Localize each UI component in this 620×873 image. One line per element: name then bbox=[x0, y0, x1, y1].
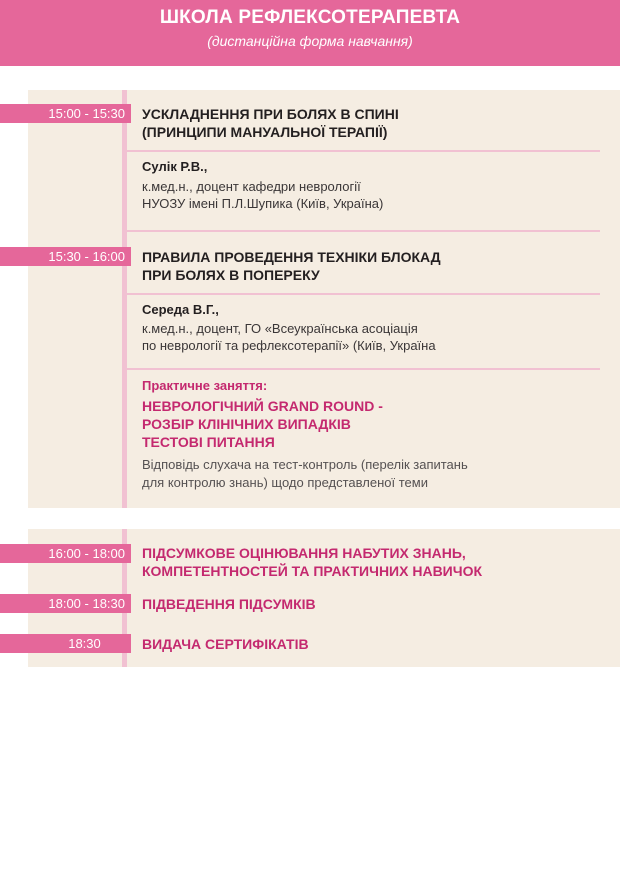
topic-line: ПРАВИЛА ПРОВЕДЕННЯ ТЕХНІКИ БЛОКАД bbox=[142, 249, 441, 265]
separator bbox=[127, 150, 600, 152]
page-title: ШКОЛА РЕФЛЕКСОТЕРАПЕВТА bbox=[159, 7, 461, 28]
page-header bbox=[0, 0, 620, 66]
separator bbox=[127, 368, 600, 370]
topic-line: ПІДСУМКОВЕ ОЦІНЮВАННЯ НАБУТИХ ЗНАНЬ, bbox=[142, 545, 466, 561]
detail-line: к.мед.н., доцент, ГО «Всеукраїнська асоціація bbox=[142, 321, 418, 336]
speaker-name: Сулік Р.В., bbox=[142, 159, 208, 174]
detail-line: НУОЗУ імені П.Л.Шупика (Київ, Україна) bbox=[142, 196, 384, 211]
timeline-divider bbox=[122, 90, 127, 508]
session-time: 15:00 - 15:30 bbox=[0, 104, 131, 123]
session-topic bbox=[142, 544, 482, 580]
detail-line: к.мед.н., доцент кафедри неврології bbox=[142, 179, 361, 194]
topic-line: УСКЛАДНЕННЯ ПРИ БОЛЯХ В СПИНІ bbox=[142, 106, 399, 122]
topic-line: ПРИ БОЛЯХ В ПОПЕРЕКУ bbox=[142, 267, 320, 283]
practice-description bbox=[142, 456, 468, 492]
session-time: 18:30 bbox=[0, 634, 131, 653]
session-time: 15:30 - 16:00 bbox=[0, 247, 131, 266]
session-time: 16:00 - 18:00 bbox=[0, 544, 131, 563]
practice-title-line: НЕВРОЛОГІЧНИЙ GRAND ROUND - bbox=[142, 398, 383, 414]
practice-title-line: ТЕСТОВІ ПИТАННЯ bbox=[142, 434, 275, 450]
session-topic bbox=[142, 105, 399, 141]
practice-desc-line: Відповідь слухача на тест-контроль (перелік запитань bbox=[142, 457, 468, 472]
practice-title bbox=[142, 397, 383, 451]
page-subtitle: (дистанційна форма навчання) bbox=[207, 33, 413, 49]
practice-label: Практичне заняття: bbox=[142, 378, 268, 393]
session-topic: ВИДАЧА СЕРТИФІКАТІВ bbox=[142, 636, 309, 652]
topic-line: КОМПЕТЕНТНОСТЕЙ ТА ПРАКТИЧНИХ НАВИЧОК bbox=[142, 563, 483, 579]
session-topic: ПІДВЕДЕННЯ ПІДСУМКІВ bbox=[142, 596, 316, 612]
session-topic bbox=[142, 248, 441, 284]
separator bbox=[127, 293, 600, 295]
detail-line: по неврології та рефлексотерапії» (Київ, Україна bbox=[142, 338, 436, 353]
practice-desc-line: для контролю знань) щодо представленої теми bbox=[142, 475, 428, 490]
topic-line: (ПРИНЦИПИ МАНУАЛЬНОЇ ТЕРАПІЇ) bbox=[142, 124, 388, 140]
speaker-details bbox=[142, 178, 383, 212]
speaker-details bbox=[142, 320, 436, 354]
speaker-name: Середа В.Г., bbox=[142, 302, 219, 317]
session-time: 18:00 - 18:30 bbox=[0, 594, 131, 613]
separator bbox=[127, 230, 600, 232]
practice-title-line: РОЗБІР КЛІНІЧНИХ ВИПАДКІВ bbox=[142, 416, 351, 432]
